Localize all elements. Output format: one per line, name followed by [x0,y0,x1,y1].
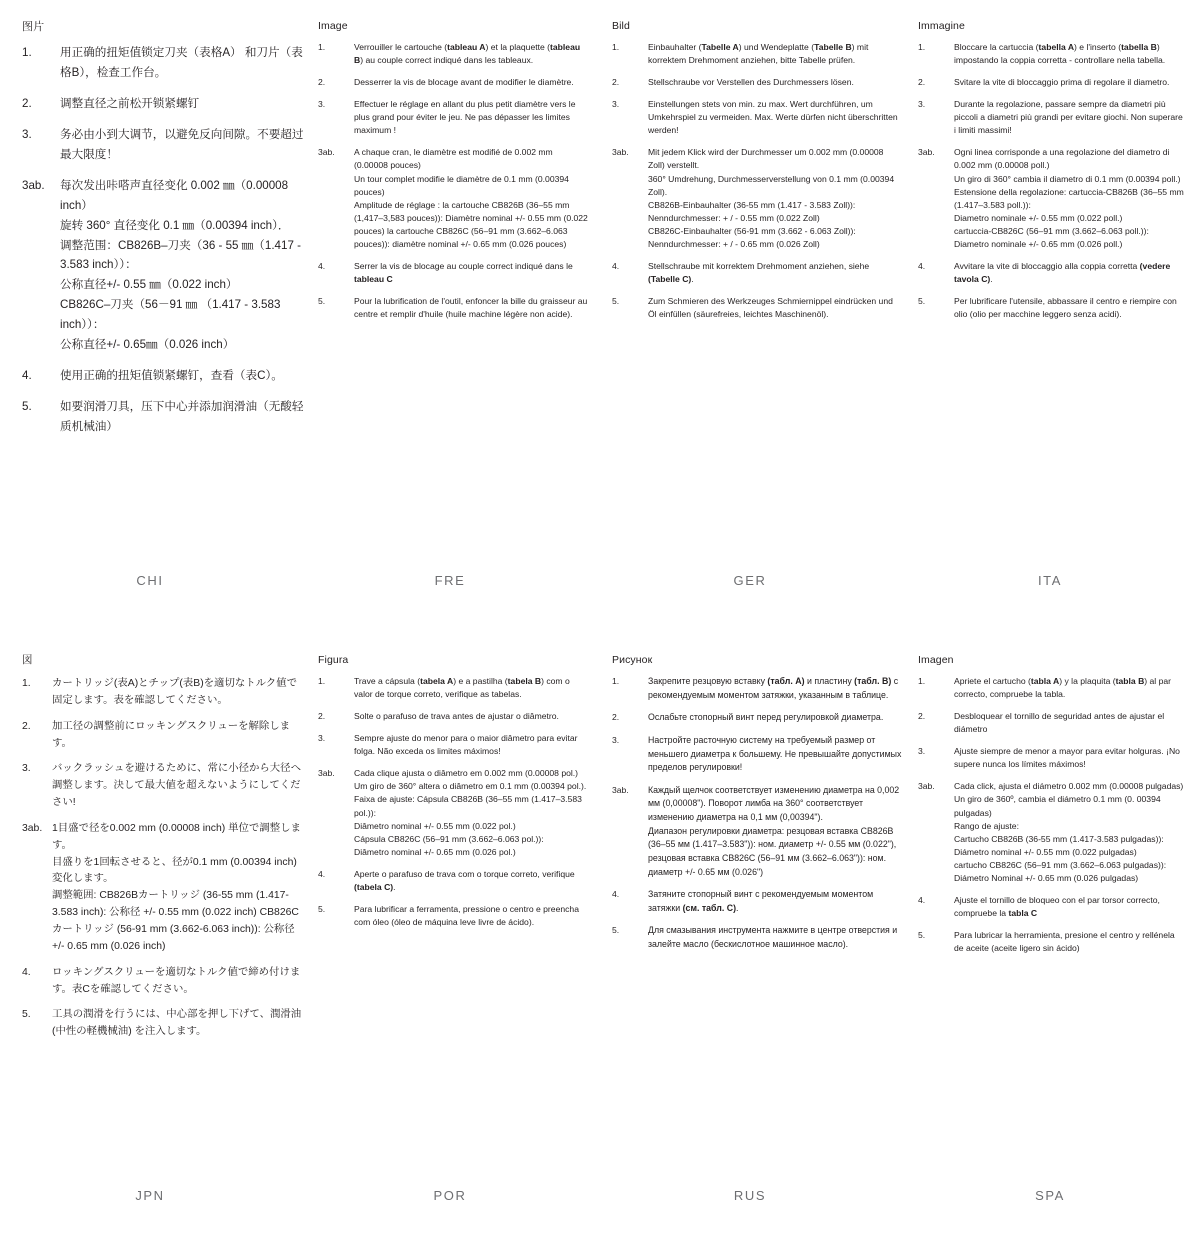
step-number: 2. [318,711,326,722]
step-text: Effectuer le réglage en allant du plus petit diamètre vers le plus grand pour éviter le jeu. Ne pas dépasser les limites maximum ! [354,99,576,136]
step-number: 2. [318,77,326,88]
step-item [318,675,588,701]
step-number: 1. [318,676,326,686]
step-text: Mit jedem Klick wird der Durchmesser um 0.002 mm (0.00008 Zoll) verstellt. 360° Umdrehung, Durchmesserverstellung von 0.1 mm (0.00394 Zoll). CB826B-Einbauhalter (36-55 mm (1.417 - 3.583 Zoll)): Nenndurchmesser: + / - 0.55 mm (0.022 Zoll) CB826C-Einbauhalter (56-91 mm (3.662 - 6.063 Zoll)): Nenndurchmesser: + / - 0.65 mm (0.026 Zoll) [648,147,895,249]
step-list [22,43,304,437]
step-number: 1. [612,42,620,52]
step-text: Ogni linea corrisponde a una regolazione del diametro di 0.002 mm (0.00008 poll.) Un giro di 360° cambia il diametro di 0.1 mm (0.00394 poll.) Estensione della regolazione: cartuccia-CB826B (36–55 mm (1.417–3.583 poll.)): Diametro nominale +/- 0.55 mm (0.022 poll.) cartuccia-CB826C (56–91 mm (3.662–6.063 poll.)): Diametro nominale +/- 0.65 mm (0.026 poll.) [954,147,1184,249]
step-item [22,761,304,812]
step-text: Zum Schmieren des Werkzeuges Schmiernippel eindrücken und Öl einfüllen (säurefreies, leichtes Maschinenöl). [648,296,893,320]
step-item [612,41,902,67]
step-number: 3. [612,734,620,745]
step-text: Stellschraube vor Verstellen des Durchmessers lösen. [648,77,854,88]
step-number: 4. [612,889,620,900]
step-text: A chaque cran, le diamètre est modifié de 0.002 mm (0.00008 pouces) Un tour complet modifie le diamètre de 0.1 mm (0.00394 pouces) Amplitude de réglage : la cartouche CB826B (36–55 mm (1,417–3,583 pouces)): Diamètre nominal +/- 0.55 mm (0.022 pouces) la cartouche CB826C (56–91 mm (3.662–6.063 pouces)): diamètre nominal +/- 0.65 mm (0.026 pouces) [354,147,588,249]
step-text: 使用正确的扭矩值锁紧螺钉，查看（表C）。 [60,369,283,383]
column-heading: 图片 [22,21,45,33]
column-heading: Figura [318,654,349,666]
step-text: Aperte o parafuso de trava com o torque correto, verifique (tabela C). [354,868,575,892]
column-jpn [22,652,304,1050]
step-number: 1. [22,678,31,689]
step-text: Закрепите резцовую вставку (табл. A) и пластину (табл. B) с рекомендуемым моментом затяжки, указанным в таблице. [648,676,899,700]
step-number: 2. [918,77,926,88]
step-item [22,965,304,999]
step-text: Trave a cápsula (tabela A) e a pastilha (tabela B) com o valor de torque correto, verifique as tabelas. [354,676,570,700]
step-text: Einstellungen stets von min. zu max. Wert durchführen, um Umkehrspiel zu vermeiden. Max. Werte dürfen nicht überschritten werden! [648,99,898,136]
step-number: 1. [318,42,326,52]
step-text: 调整直径之前松开锁紧螺钉 [60,96,200,110]
column-por [318,654,588,938]
step-number: 1. [918,42,926,52]
step-number: 5. [918,296,926,306]
step-text: 如要润滑刀具，压下中心并添加润滑油（无酸轻质机械油） [60,400,304,433]
step-item [22,1007,304,1041]
step-number: 3. [22,127,32,141]
column-heading: Bild [612,20,630,32]
step-number: 4. [22,966,31,978]
step-number: 2. [22,720,31,732]
step-number: 3. [22,763,31,775]
step-item [318,710,588,723]
step-item [612,146,902,251]
step-number: 4. [318,868,326,879]
step-number: 1. [612,676,620,686]
step-item [918,76,1186,89]
column-ita [918,20,1186,330]
step-number: 3ab. [612,147,629,158]
step-item [318,732,588,758]
step-number: 4. [918,260,926,271]
step-number: 3ab. [22,822,43,834]
step-item [612,98,902,137]
step-number: 3ab. [918,781,935,792]
step-text: 加工径の調整前にロッキングスクリューを解除します。 [52,720,291,749]
step-item [918,260,1186,286]
step-text: Настройте расточную систему на требуемый размер от меньшего диаметра к большему. Не превышайте допустимых пределов регулировки! [648,734,902,773]
step-item [22,43,304,83]
step-item [918,146,1186,251]
step-item [612,711,902,725]
language-label-chi: CHI [136,573,164,588]
step-number: 5. [612,296,620,306]
step-number: 2. [612,77,620,88]
step-list [612,675,902,952]
step-item [318,98,588,137]
column-ger [612,20,902,330]
step-item [918,745,1186,771]
language-label-spa: SPA [1035,1188,1065,1203]
column-spa [918,654,1186,964]
step-number: 5. [22,400,32,414]
step-item [918,710,1186,736]
step-item [918,894,1186,920]
step-text: Cada click, ajusta el diámetro 0.002 mm (0.00008 pulgadas) Un giro de 360º, cambia el diámetro 0.1 mm (0. 00394 pulgadas) Rango de ajuste: Cartucho CB826B (36-55 mm (1.417-3.583 pulgadas)): Diámetro nominal +/- 0.55 mm (0.022 pulgadas) cartucho CB826C (56–91 mm (3.662–6.063 pulgadas)): Diámetro Nominal +/- 0.65 mm (0.026 pulgadas) [954,781,1184,883]
step-text: Solte o parafuso de trava antes de ajustar o diâmetro. [354,711,559,722]
step-text: Ajuste el tornillo de bloqueo con el par torsor correcto, compruebe la tabla C [954,894,1160,918]
step-item [22,821,304,956]
step-number: 1. [918,676,926,686]
step-text: Ослабьте стопорный винт перед регулировкой диаметра. [648,712,884,723]
step-item [918,98,1186,137]
step-number: 3. [318,733,326,744]
step-text: ロッキングスクリューを適切なトルク値で締め付けます。表Cを確認してください。 [52,966,301,995]
step-number: 4. [918,894,926,905]
step-text: Para lubrificar a ferramenta, pressione o centro e preencha com óleo (óleo de máquina leve livre de ácido). [354,903,579,927]
step-number: 2. [612,712,620,723]
step-list [918,41,1186,321]
step-text: Bloccare la cartuccia (tabella A) e l'inserto (tabella B) impostando la coppia corretta - controllare nella tabella. [954,42,1166,66]
step-item [612,888,902,915]
step-item [612,675,902,702]
step-number: 2. [22,96,32,110]
step-list [318,675,588,929]
step-number: 3. [918,99,926,110]
step-text: 1目盛で径を0.002 mm (0.00008 inch) 単位で調整します。 目盛りを1回転させると、径が0.1 mm (0.00394 inch) 変化します。 調整範囲: CB826Bカートリッジ (36-55 mm (1.417-3.583 inch): 公称径 +/- 0.55 mm (0.022 inch) CB826Cカートリッジ (56-91 mm (3.662-6.063 inch)): 公称径 +/- 0.65 mm (0.026 inch) [52,822,301,952]
language-label-ita: ITA [1037,573,1063,588]
step-text: Verrouiller le cartouche (tableau A) et la plaquette (tableau B) au couple correct indiqué dans les tableaux. [354,42,581,66]
column-chi [22,18,304,448]
step-item [318,903,588,929]
step-item [318,868,588,894]
column-heading: Immagine [918,20,965,32]
step-item [918,675,1186,701]
language-label-por: POR [433,1188,467,1203]
step-item [318,146,588,251]
step-item [22,397,304,437]
step-list [318,41,588,321]
step-number: 3ab. [22,178,45,192]
step-number: 5. [612,925,620,936]
step-item [318,260,588,286]
step-item [612,76,902,89]
step-number: 1. [22,46,32,59]
step-text: Apriete el cartucho (tabla A) y la plaquita (tabla B) al par correcto, compruebe la tabla. [954,676,1172,700]
column-heading: Image [318,20,348,32]
step-text: Затяните стопорный винт с рекомендуемым моментом затяжки (см. табл. C). [648,889,874,913]
step-item [22,176,304,355]
column-heading: Imagen [918,654,954,666]
step-text: バックラッシュを避けるために、常に小径から大径へ調整します。決して最大値を超えないようにしてください! [52,763,301,809]
column-rus [612,654,902,961]
step-item [318,41,588,67]
step-number: 3. [918,746,926,757]
step-item [318,76,588,89]
step-text: Svitare la vite di bloccaggio prima di regolare il diametro. [954,77,1170,88]
column-fre [318,20,588,330]
language-label-fre: FRE [434,573,466,588]
step-item [918,929,1186,955]
step-text: Per lubrificare l'utensile, abbassare il centro e riempire con olio (olio per macchine leggero senza acidi). [954,296,1177,320]
step-item [918,295,1186,321]
step-number: 3ab. [318,768,335,779]
step-item [612,295,902,321]
step-list [918,675,1186,955]
step-number: 5. [918,930,926,940]
step-item [918,780,1186,885]
step-number: 5. [318,296,326,306]
step-number: 3ab. [612,784,629,795]
step-item [612,260,902,286]
step-text: Pour la lubrification de l'outil, enfoncer la bille du graisseur au centre et remplir d'huile (huile machine légère non acide). [354,296,588,320]
step-text: Sempre ajuste do menor para o maior diâmetro para evitar folga. Não exceda os limites máximos! [354,733,578,757]
step-number: 4. [22,369,32,383]
step-text: Einbauhalter (Tabelle A) und Wendeplatte (Tabelle B) mit korrektem Drehmoment anziehen, bitte Tabelle prüfen. [648,42,869,66]
step-text: Для смазывания инструмента нажмите в центре отверстия и залейте масло (бескислотное машинное масло). [648,925,898,949]
step-item [22,719,304,753]
step-item [612,734,902,775]
step-item [22,676,304,710]
step-item [22,94,304,114]
step-text: 工具の潤滑を行うには、中心部を押し下げて、潤滑油 (中性の軽機械油) を注入します。 [52,1009,302,1038]
step-item [22,366,304,386]
step-text: Desserrer la vis de blocage avant de modifier le diamètre. [354,77,574,88]
step-list [22,676,304,1041]
step-text: Ajuste siempre de menor a mayor para evitar holguras. ¡No supere nunca los límites máximos! [954,746,1180,770]
step-item [612,924,902,951]
step-text: 务必由小到大调节，以避免反向间隙。不要超过最大限度！ [60,127,304,161]
step-number: 4. [612,260,620,271]
step-number: 3. [318,99,326,110]
column-heading: 図 [22,654,33,666]
column-heading: Рисунок [612,654,653,666]
step-number: 3ab. [318,147,335,158]
step-number: 3ab. [918,147,935,158]
step-number: 3. [612,99,620,110]
step-item [318,295,588,321]
step-text: Serrer la vis de blocage au couple correct indiqué dans le tableau C [354,260,573,284]
step-item [22,125,304,165]
step-number: 2. [918,711,926,722]
step-text: Stellschraube mit korrektem Drehmoment anziehen, siehe (Tabelle C). [648,260,870,284]
step-text: Cada clique ajusta o diâmetro em 0.002 mm (0.00008 pol.) Um giro de 360° altera o diâmetro em 0.1 mm (0.00394 pol.). Faixa de ajuste: Cápsula CB826B (36–55 mm (1.417–3.583 pol.)): Diâmetro nominal +/- 0.55 mm (0.022 pol.) Cápsula CB826C (56–91 mm (3.662–6.063 pol.)): Diâmetro nominal +/- 0.65 mm (0.026 pol.) [354,768,587,857]
step-text: Durante la regolazione, passare sempre da diametri più piccoli a diametri più grandi per evitare giochi. Non superare i limiti massimi! [954,99,1183,136]
step-text: Avvitare la vite di bloccaggio alla coppia corretta (vedere tavola C). [954,260,1171,284]
step-number: 5. [318,903,326,914]
step-number: 4. [318,260,326,271]
language-label-rus: RUS [733,1188,767,1203]
language-label-jpn: JPN [135,1188,165,1203]
step-text: Para lubricar la herramienta, presione el centro y rellénela de aceite (aceite ligero sin ácido) [954,930,1175,954]
step-text: Desbloquear el tornillo de seguridad antes de ajustar el diámetro [954,711,1165,735]
step-text: 每次发出咔嗒声直径变化 0.002 ㎜（0.00008 inch） 旋转 360° 直径变化 0.1 ㎜（0.00394 inch）． 调整范围：CB826B–刀夹（36 - 55 ㎜（1.417 - 3.583 inch））： 公称直径+/- 0.55 ㎜（0.022 inch） CB826C–刀夹（56－91 ㎜ （1.417 - 3.583 inch））： 公称直径+/- 0.65㎜（0.026 inch） [60,178,301,352]
step-item [612,784,902,879]
step-text: Каждый щелчок соответствует изменению диаметра на 0,002 мм (0,00008"). Поворот лимба на 360° соответствует изменению диаметра на 0,1 мм (0,00394"). Диапазон регулировки диаметра: резцовая вставка CB826B (36–55 мм (1.417–3.583")): ном. диаметр +/- 0.55 мм (0.022"), резцовая вставка CB826C (56–91 мм (3.662–6.063")): ном. диаметр +/- 0.65 мм (0.026") [648,784,900,877]
step-list [612,41,902,321]
step-item [918,41,1186,67]
step-text: 用正确的扭矩值锁定刀夹（表格A） 和刀片（表格B），检查工作台。 [60,46,303,79]
language-label-ger: GER [733,573,767,588]
step-text: カートリッジ(表A)とチップ(表B)を適切なトルク値で固定します。表を確認してください。 [52,678,297,706]
step-number: 5. [22,1009,31,1021]
step-item [318,767,588,858]
